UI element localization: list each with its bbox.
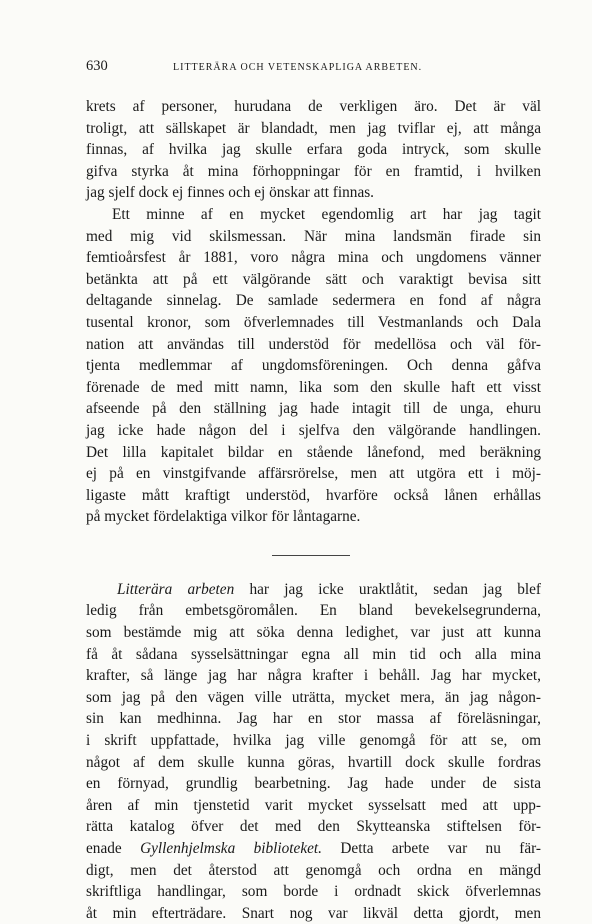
text-line: som bestämde mig att söka denna ledighet, var just att kunna (86, 624, 541, 642)
text-line: troligt, att sällskapet är blandadt, men jag tviflar ej, att många (86, 119, 541, 137)
running-title: LITTERÄRA OCH VETENSKAPLIGA ARBETEN. (173, 62, 423, 73)
text-line: finnas, af hvilka jag skulle erfara goda intryck, som skulle (86, 141, 541, 159)
text-line: som jag på den vägen ville uträtta, mycket mera, än jag någon- (86, 688, 541, 706)
text-line: förenade de med mitt namn, lika som den skulle haft ett visst (86, 378, 541, 396)
text-line: åren af min tjenstetid varit mycket sysselsatt med att upp- (86, 796, 541, 814)
text-line: krets af personer, hurudana de verkligen äro. Det är väl (86, 98, 541, 115)
text-fragment: har jag icke uraktlåtit, sedan jag blef (234, 580, 541, 598)
text-line: en förnyad, grundlig bearbetning. Jag hade under de sista (86, 775, 541, 793)
text-line: tjenta medlemmar af ungdomsföreningen. Och denna gåfva (86, 357, 541, 375)
text-line: ligaste mått kraftigt understöd, hvarföre också lånen erhållas (86, 486, 541, 504)
text-line: sin kan medhinna. Jag har en stor massa af föreläsningar, (86, 710, 541, 728)
text-line: ej på en vinstgifvande affärsrörelse, men att utgöra ett i möj- (86, 465, 541, 483)
text-line: Det lilla kapitalet bildar en stående lånefond, med beräkning (86, 443, 541, 461)
text-line: femtioårsfest år 1881, voro några mina och ungdomens vänner (86, 249, 541, 267)
text-line: ledig från embetsgöromålen. En bland bevekelsegrunderna, (86, 602, 541, 620)
section-lead-italic: Litterära arbeten (117, 580, 235, 598)
text-line: något af dem skulle kunna göras, hvartill dock skulle fordras (86, 753, 541, 771)
text-line: krafter, så länge jag har några krafter i behåll. Jag har mycket, (86, 667, 541, 685)
text-line: med mig vid skilsmessan. När mina landsmän firade sin (86, 227, 541, 245)
text-line: på mycket fördelaktiga vilkor för låntagarne. (86, 508, 361, 526)
page-header (86, 58, 541, 82)
text-line: betänkta att på ett välgörande sätt och varaktigt bevisa sitt (86, 270, 541, 288)
text-line: Ett minne af en mycket egendomlig art har jag tagit (112, 205, 541, 223)
page-number: 630 (86, 58, 108, 74)
section-divider (272, 555, 350, 556)
text-line (86, 838, 541, 860)
paragraph-3 (86, 579, 541, 924)
text-line: få åt sådana sysselsättningar egna all min tid och alla mina (86, 645, 541, 663)
text-line: deltagande sinnelag. De samlade sedermera en fond af några (86, 292, 541, 310)
paragraph-2 (86, 204, 541, 528)
paragraph-1 (86, 96, 541, 204)
text-line: digt, men det återstod att genomgå och ordna en mängd (86, 861, 541, 879)
book-page (86, 58, 541, 924)
text-line: afseende på den ställning jag hade intagit till de unga, ehuru (86, 400, 541, 418)
text-line (86, 579, 541, 601)
text-fragment: enade (86, 840, 141, 857)
text-line: gifva styrka åt mina förhoppningar för en framtid, i hvilken (86, 162, 541, 180)
text-line: åt min efterträdare. Snart nog var likväl detta gjordt, men (86, 904, 541, 922)
italic-title: Gyllenhjelmska biblioteket. (140, 840, 322, 857)
text-line: nation att användas till understöd för medellösa och väl för- (86, 335, 541, 353)
text-line: jag sjelf dock ej finnes och ej önskar att finnas. (86, 184, 375, 202)
text-line: rätta katalog öfver det med den Skytteanska stiftelsen för- (86, 818, 541, 836)
text-line: i skrift uppfattade, hvilka jag ville genomgå för att se, om (86, 732, 541, 750)
text-fragment: Detta arbete var nu fär- (322, 840, 542, 857)
text-line: jag icke hade någon del i sjelfva den välgörande handlingen. (86, 421, 541, 439)
text-line: skriftliga handlingar, som borde i ordnadt skick öfverlemnas (86, 883, 541, 901)
text-line: tusental kronor, som öfverlemnades till Vestmanlands och Dala (86, 313, 541, 331)
